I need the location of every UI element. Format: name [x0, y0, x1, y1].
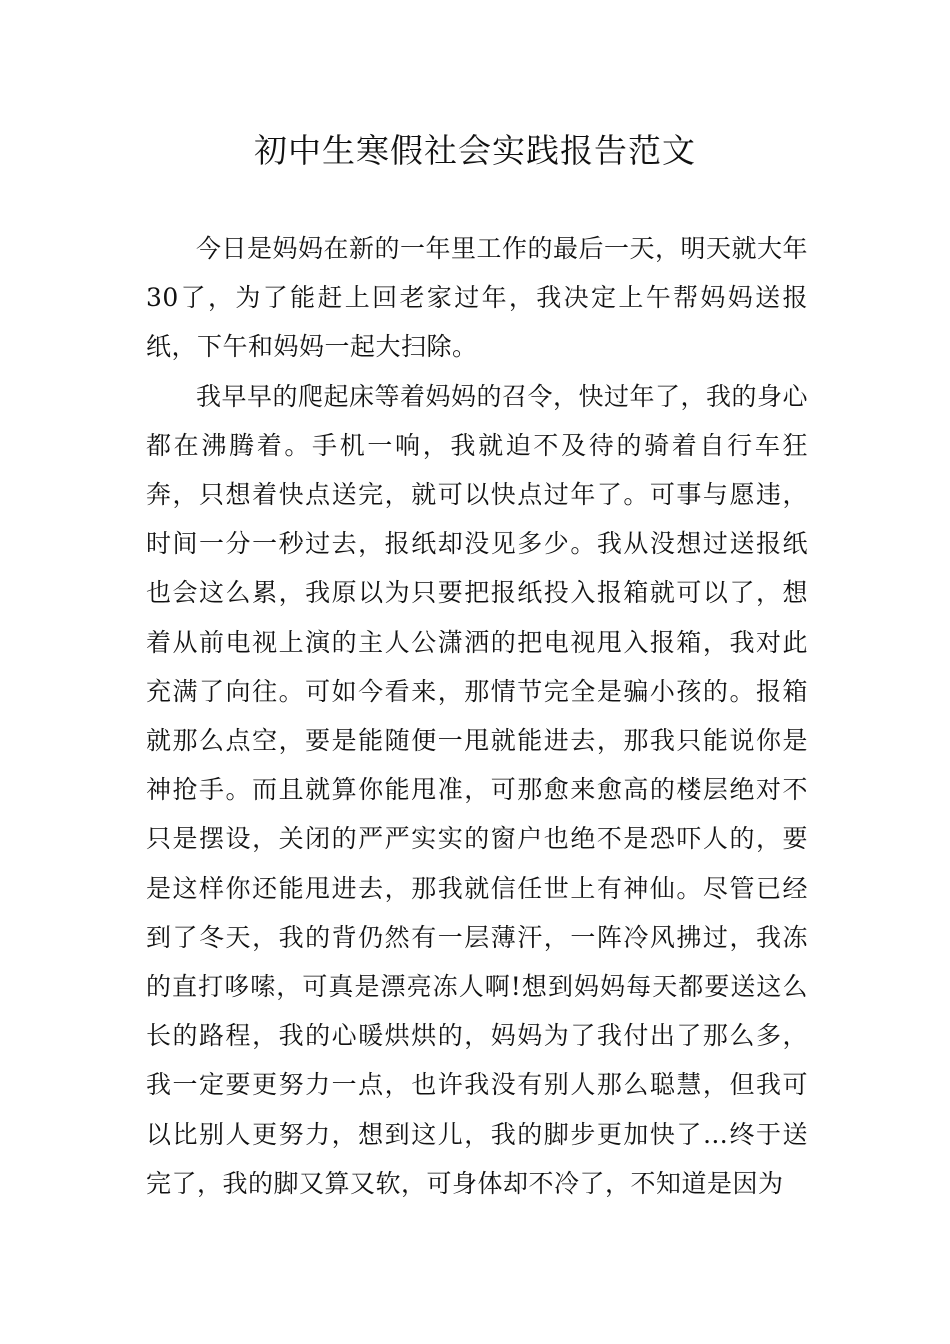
paragraph-2: 我早早的爬起床等着妈妈的召令，快过年了，我的身心都在沸腾着。手机一响，我就迫不及待的骑着自行车狂奔，只想着快点送完，就可以快点过年了。可事与愿违，时间一分一秒过去，报纸却没见多少。我从没想过送报纸也会这么累，我原以为只要把报纸投入报箱就可以了，想着从前电视上演的主人公潇洒的把电视甩入报箱，我对此充满了向往。可如今看来，那情节完全是骗小孩的。报箱就那么点空，要是能随便一甩就能进去，那我只能说你是神抢手。而且就算你能甩准，可那愈来愈高的楼层绝对不只是摆设，关闭的严严实实的窗户也绝不是恐吓人的，要是这样你还能甩进去，那我就信任世上有神仙。尽管已经到了冬天，我的背仍然有一层薄汗，一阵冷风拂过，我冻的直打哆嗦，可真是漂亮冻人啊!想到妈妈每天都要送这么长的路程，我的心暖烘烘的，妈妈为了我付出了那么多，我一定要更努力一点，也许我没有别人那么聪慧，但我可以比别人更努力，想到这儿，我的脚步更加快了…终于送完了，我的脚又算又软，可身体却不冷了，不知道是因为 [146, 381, 809, 1198]
document-title: 初中生寒假社会实践报告范文 [254, 131, 696, 170]
paragraph-1: 今日是妈妈在新的一年里工作的最后一天，明天就大年30了，为了能赶上回老家过年，我决定上午帮妈妈送报纸，下午和妈妈一起大扫除。 [146, 234, 809, 362]
document-body [146, 224, 808, 1208]
